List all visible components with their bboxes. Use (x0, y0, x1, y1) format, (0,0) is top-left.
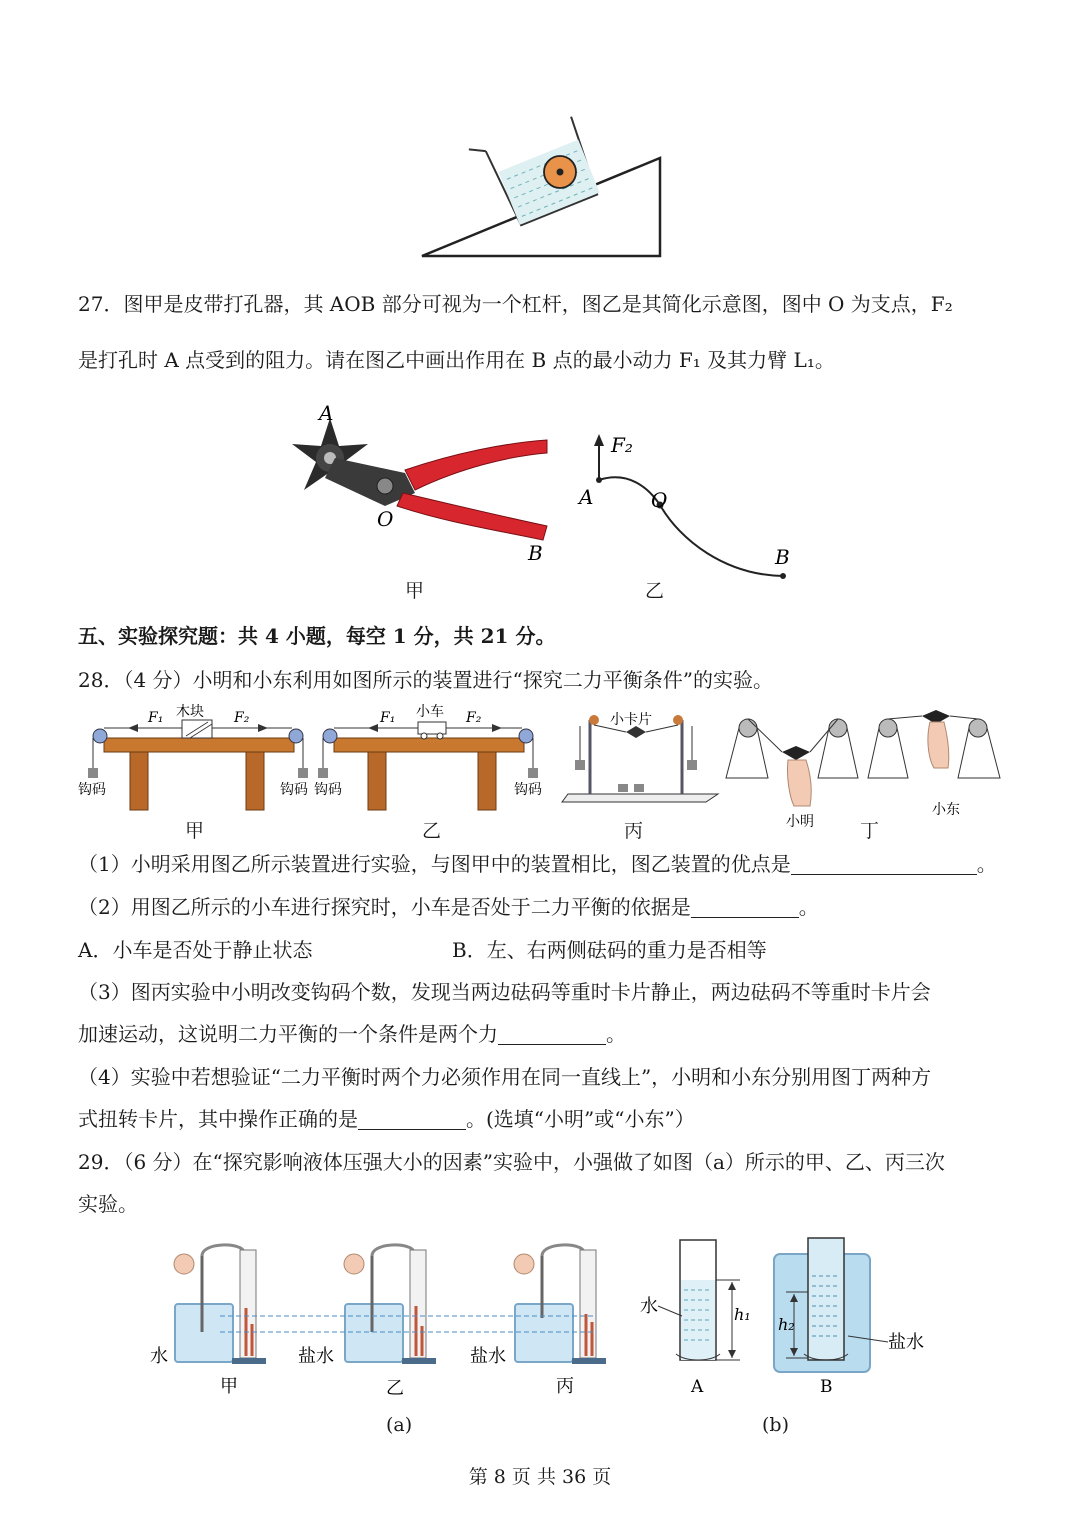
q29-pressure-figure-a (140, 1236, 620, 1406)
q29-line2: 实验。 (78, 1192, 138, 1216)
q29-pressure-figure-b (636, 1236, 936, 1396)
label-F2-yi: F₂ (466, 710, 482, 726)
label-jia-a: 甲 (220, 1376, 238, 1397)
label-brine-a1: 盐水 (298, 1346, 334, 1367)
label-F1-jia: F₁ (148, 710, 164, 726)
q28-p2-text: （2）用图乙所示的小车进行探究时，小车是否处于二力平衡的依据是 (78, 895, 691, 919)
q28-fig-ding: 丁 (860, 820, 880, 842)
label-brine-b: 盐水 (888, 1332, 924, 1353)
q29-caption-a: (a) (386, 1414, 413, 1436)
label-card: 小卡片 (610, 712, 652, 728)
lever-diagram-yi (575, 430, 795, 580)
q28-p4b (78, 1105, 695, 1133)
label-h1: h₁ (734, 1305, 751, 1324)
q28-fig-jia: 甲 (185, 820, 205, 842)
q28-p4a: （4）实验中若想验证“二力平衡时两个力必须作用在同一直线上”，小明和小东分别用图丁两种方 (78, 1065, 932, 1089)
label-A-yi: A (579, 485, 594, 509)
label-cart: 小车 (416, 704, 444, 720)
label-water-a: 水 (150, 1346, 168, 1367)
label-B-yi: B (775, 545, 790, 569)
label-block: 木块 (176, 704, 204, 720)
q27-fig-jia-caption: 甲 (405, 580, 425, 602)
q28-blank-4[interactable] (358, 1109, 466, 1130)
q28-p2-end: 。 (798, 895, 819, 919)
label-F1-yi: F₁ (380, 710, 396, 726)
label-h2: h₂ (778, 1315, 795, 1334)
q29-caption-b: (b) (762, 1414, 789, 1436)
label-weight-4: 钩码 (514, 782, 542, 798)
beaker-on-incline-figure (410, 88, 680, 268)
label-B-b: B (820, 1377, 833, 1396)
label-O-yi: O (651, 488, 668, 512)
page-footer: 第 8 页 共 36 页 (468, 1466, 612, 1488)
label-water-b: 水 (640, 1296, 658, 1317)
q28-p3-end: 。 (606, 1022, 626, 1046)
q28-p2 (78, 893, 819, 921)
q28-option-b: B．左、右两侧砝码的重力是否相等 (452, 938, 767, 962)
label-xiaoming: 小明 (786, 814, 814, 830)
q28-stem: 28．（4 分）小明和小东利用如图所示的装置进行“探究二力平衡条件”的实验。 (78, 668, 773, 692)
q28-fig-yi: 乙 (422, 820, 442, 842)
label-weight-2: 钩码 (280, 782, 308, 798)
q28-blank-2[interactable] (691, 897, 799, 918)
label-yi-a: 乙 (386, 1378, 404, 1399)
q28-p3a: （3）图丙实验中小明改变钩码个数，发现当两边砝码等重时卡片静止，两边砝码不等重时卡片会 (78, 980, 931, 1004)
q28-p3b-text: 加速运动，这说明二力平衡的一个条件是两个力 (78, 1022, 498, 1046)
q27-line2: 是打孔时 A 点受到的阻力。请在图乙中画出作用在 B 点的最小动力 F₁ 及其力臂 L₁。 (78, 348, 835, 372)
label-weight-3: 钩码 (314, 782, 342, 798)
q28-p1 (78, 850, 997, 878)
label-brine-a2: 盐水 (470, 1346, 506, 1367)
label-weight-1: 钩码 (78, 782, 106, 798)
q29-line1: 29．（6 分）在“探究影响液体压强大小的因素”实验中，小强做了如图（a）所示的甲、乙、丙三次 (78, 1150, 945, 1174)
label-O-jia: O (377, 507, 394, 531)
label-xiaodong: 小东 (932, 802, 960, 818)
hole-punch-figure (285, 398, 555, 568)
section5-title: 五、实验探究题：共 4 小题，每空 1 分，共 21 分。 (78, 624, 556, 648)
q27-fig-yi-caption: 乙 (645, 580, 665, 602)
q28-p4-end: 。(选填“小明”或“小东”） (466, 1107, 695, 1131)
label-F2: F₂ (611, 433, 633, 457)
q28-option-a: A．小车是否处于静止状态 (78, 938, 313, 962)
q28-p3b (78, 1020, 626, 1048)
q28-p1-end: 。 (976, 852, 997, 876)
q28-p4b-text: 式扭转卡片，其中操作正确的是 (78, 1107, 358, 1131)
label-A-jia: A (319, 401, 334, 425)
q28-fig-bing: 丙 (624, 820, 644, 842)
q27-line1: 27．图甲是皮带打孔器，其 AOB 部分可视为一个杠杆，图乙是其简化示意图，图中 O 为支点，F₂ (78, 292, 953, 316)
label-B-jia: B (528, 541, 543, 565)
q28-blank-1[interactable] (791, 854, 977, 875)
q28-p1-text: （1）小明采用图乙所示装置进行实验，与图甲中的装置相比，图乙装置的优点是 (78, 852, 791, 876)
label-A-b: A (691, 1377, 704, 1396)
label-bing-a: 丙 (556, 1376, 574, 1397)
q28-blank-3[interactable] (498, 1024, 606, 1045)
label-F2-jia: F₂ (234, 710, 250, 726)
